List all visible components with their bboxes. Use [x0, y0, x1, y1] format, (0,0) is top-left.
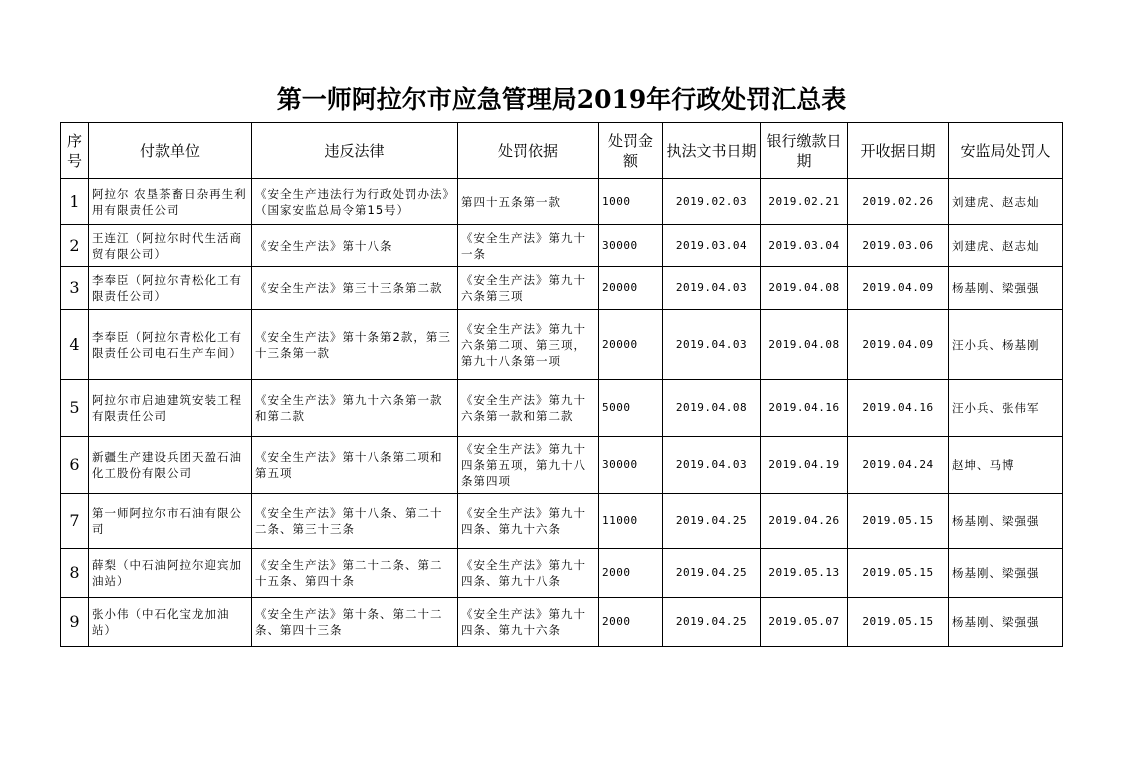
table-row: [61, 310, 1063, 380]
cell-payer: 张小伟（中石化宝龙加油站）: [89, 598, 252, 647]
cell-penalty-basis: 《安全生产法》第九十一条: [458, 225, 599, 267]
cell-amount: 2000: [599, 549, 663, 598]
cell-seq: 1: [61, 179, 89, 225]
cell-seq: 9: [61, 598, 89, 647]
table-row: [61, 494, 1063, 549]
cell-payer: 阿拉尔市启迪建筑安装工程有限责任公司: [89, 380, 252, 437]
cell-penalty-basis: 《安全生产法》第九十六条第二项、第三项，第九十八条第一项: [458, 310, 599, 380]
header-violated-law: 违反法律: [252, 123, 458, 179]
cell-enforcers: 杨基刚、梁强强: [949, 267, 1063, 310]
cell-seq: 7: [61, 494, 89, 549]
cell-amount: 30000: [599, 437, 663, 494]
cell-seq: 6: [61, 437, 89, 494]
cell-violated-law: 《安全生产法》第十八条、第二十二条、第三十三条: [252, 494, 458, 549]
cell-amount: 2000: [599, 598, 663, 647]
cell-document-date: 2019.04.25: [663, 549, 761, 598]
cell-amount: 20000: [599, 310, 663, 380]
cell-seq: 8: [61, 549, 89, 598]
cell-document-date: 2019.04.08: [663, 380, 761, 437]
cell-penalty-basis: 《安全生产法》第九十四条、第九十六条: [458, 598, 599, 647]
cell-payer: 薛梨（中石油阿拉尔迎宾加油站）: [89, 549, 252, 598]
cell-violated-law: 《安全生产法》第九十六条第一款和第二款: [252, 380, 458, 437]
cell-document-date: 2019.04.03: [663, 267, 761, 310]
cell-bank-payment-date: 2019.03.04: [761, 225, 848, 267]
cell-receipt-date: 2019.04.09: [848, 267, 949, 310]
cell-amount: 20000: [599, 267, 663, 310]
cell-document-date: 2019.04.25: [663, 598, 761, 647]
cell-violated-law: 《安全生产法》第三十三条第二款: [252, 267, 458, 310]
cell-violated-law: 《安全生产法》第十条第2款，第三十三条第一款: [252, 310, 458, 380]
cell-seq: 3: [61, 267, 89, 310]
cell-bank-payment-date: 2019.02.21: [761, 179, 848, 225]
cell-receipt-date: 2019.05.15: [848, 598, 949, 647]
table-row: [61, 225, 1063, 267]
cell-enforcers: 杨基刚、梁强强: [949, 598, 1063, 647]
header-bank-payment-date: 银行缴款日期: [761, 123, 848, 179]
header-row: [61, 123, 1063, 179]
cell-payer: 第一师阿拉尔市石油有限公司: [89, 494, 252, 549]
cell-violated-law: 《安全生产违法行为行政处罚办法》（国家安监总局令第15号）: [252, 179, 458, 225]
header-payer: 付款单位: [89, 123, 252, 179]
cell-violated-law: 《安全生产法》第二十二条、第二十五条、第四十条: [252, 549, 458, 598]
header-seq: 序号: [61, 123, 89, 179]
cell-enforcers: 刘建虎、赵志灿: [949, 179, 1063, 225]
table-row: [61, 380, 1063, 437]
cell-enforcers: 杨基刚、梁强强: [949, 494, 1063, 549]
header-receipt-date: 开收据日期: [848, 123, 949, 179]
cell-penalty-basis: 第四十五条第一款: [458, 179, 599, 225]
cell-enforcers: 汪小兵、杨基刚: [949, 310, 1063, 380]
table-row: [61, 549, 1063, 598]
cell-amount: 30000: [599, 225, 663, 267]
cell-bank-payment-date: 2019.05.07: [761, 598, 848, 647]
cell-violated-law: 《安全生产法》第十八条第二项和第五项: [252, 437, 458, 494]
cell-amount: 1000: [599, 179, 663, 225]
table-row: [61, 598, 1063, 647]
cell-seq: 2: [61, 225, 89, 267]
cell-receipt-date: 2019.04.16: [848, 380, 949, 437]
table-row: [61, 437, 1063, 494]
header-penalty-basis: 处罚依据: [458, 123, 599, 179]
cell-payer: 王连江（阿拉尔时代生活商贸有限公司）: [89, 225, 252, 267]
cell-payer: 李奉臣（阿拉尔青松化工有限责任公司电石生产车间）: [89, 310, 252, 380]
cell-payer: 新疆生产建设兵团天盈石油化工股份有限公司: [89, 437, 252, 494]
cell-penalty-basis: 《安全生产法》第九十四条、第九十六条: [458, 494, 599, 549]
cell-receipt-date: 2019.05.15: [848, 494, 949, 549]
cell-enforcers: 赵坤、马博: [949, 437, 1063, 494]
cell-seq: 4: [61, 310, 89, 380]
cell-bank-payment-date: 2019.04.08: [761, 310, 848, 380]
penalty-summary-table: [60, 122, 1063, 647]
cell-bank-payment-date: 2019.04.08: [761, 267, 848, 310]
cell-enforcers: 杨基刚、梁强强: [949, 549, 1063, 598]
cell-receipt-date: 2019.03.06: [848, 225, 949, 267]
cell-violated-law: 《安全生产法》第十八条: [252, 225, 458, 267]
cell-amount: 5000: [599, 380, 663, 437]
cell-violated-law: 《安全生产法》第十条、第二十二条、第四十三条: [252, 598, 458, 647]
cell-enforcers: 刘建虎、赵志灿: [949, 225, 1063, 267]
cell-receipt-date: 2019.05.15: [848, 549, 949, 598]
cell-receipt-date: 2019.04.09: [848, 310, 949, 380]
table-row: [61, 267, 1063, 310]
cell-bank-payment-date: 2019.04.26: [761, 494, 848, 549]
cell-payer: 阿拉尔 农垦茶畜日杂再生利用有限责任公司: [89, 179, 252, 225]
cell-document-date: 2019.04.25: [663, 494, 761, 549]
page-title: 第一师阿拉尔市应急管理局2019年行政处罚汇总表: [276, 85, 847, 114]
cell-penalty-basis: 《安全生产法》第九十四条第五项，第九十八条第四项: [458, 437, 599, 494]
cell-document-date: 2019.04.03: [663, 437, 761, 494]
header-enforcers: 安监局处罚人: [949, 123, 1063, 179]
header-document-date: 执法文书日期: [663, 123, 761, 179]
cell-document-date: 2019.04.03: [663, 310, 761, 380]
cell-bank-payment-date: 2019.05.13: [761, 549, 848, 598]
cell-penalty-basis: 《安全生产法》第九十四条、第九十八条: [458, 549, 599, 598]
cell-penalty-basis: 《安全生产法》第九十六条第一款和第二款: [458, 380, 599, 437]
cell-payer: 李奉臣（阿拉尔青松化工有限责任公司）: [89, 267, 252, 310]
cell-seq: 5: [61, 380, 89, 437]
cell-document-date: 2019.02.03: [663, 179, 761, 225]
cell-receipt-date: 2019.02.26: [848, 179, 949, 225]
cell-amount: 11000: [599, 494, 663, 549]
header-amount: 处罚金额: [599, 123, 663, 179]
cell-enforcers: 汪小兵、张伟军: [949, 380, 1063, 437]
cell-bank-payment-date: 2019.04.19: [761, 437, 848, 494]
cell-receipt-date: 2019.04.24: [848, 437, 949, 494]
table-row: [61, 179, 1063, 225]
cell-penalty-basis: 《安全生产法》第九十六条第三项: [458, 267, 599, 310]
cell-bank-payment-date: 2019.04.16: [761, 380, 848, 437]
cell-document-date: 2019.03.04: [663, 225, 761, 267]
